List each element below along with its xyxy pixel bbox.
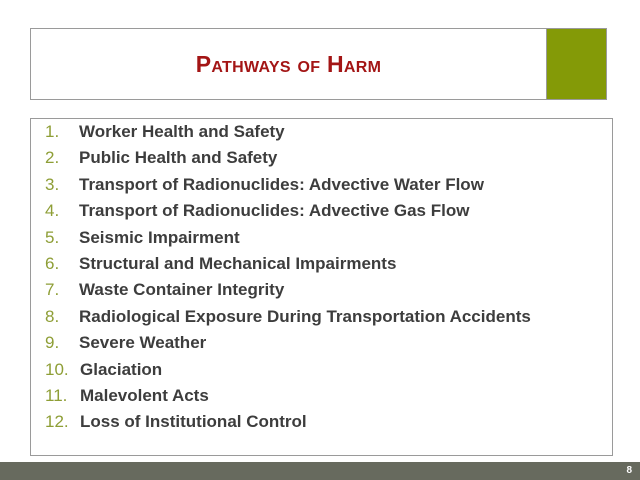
- list-item-number: 10.: [45, 359, 69, 379]
- list-item: [45, 119, 531, 145]
- list-item: [45, 225, 531, 251]
- list-item-text: Severe Weather: [79, 333, 207, 353]
- list-item-number: 11.: [45, 385, 68, 405]
- list-item: [45, 409, 531, 435]
- list-item-text: Malevolent Acts: [80, 385, 209, 405]
- list-item: [45, 172, 531, 198]
- list-item-text: Transport of Radionuclides: Advective Gas Flow: [79, 201, 470, 221]
- list-item-text: Structural and Mechanical Impairments: [79, 253, 397, 273]
- list-item-number: 1.: [45, 122, 60, 141]
- list-item-number: 12.: [45, 412, 69, 432]
- list-item: [45, 251, 531, 277]
- list-item: [45, 383, 531, 409]
- list-item: [45, 304, 531, 330]
- list-item-number: 3.: [45, 174, 60, 194]
- content-box: [30, 118, 613, 456]
- list-item-number: 8.: [45, 306, 60, 326]
- list-item-number: 4.: [45, 201, 60, 221]
- slide-number: 8: [626, 465, 632, 476]
- list-item-text: Public Health and Safety: [79, 148, 278, 168]
- list-item: [45, 357, 531, 383]
- pathway-list: [45, 119, 531, 436]
- list-item: [45, 277, 531, 303]
- list-item-number: 7.: [45, 280, 60, 300]
- list-item-text: Seismic Impairment: [79, 227, 240, 247]
- list-item-number: 5.: [45, 227, 60, 247]
- list-item-number: 2.: [45, 148, 60, 168]
- list-item-text: Transport of Radionuclides: Advective Water Flow: [79, 174, 484, 194]
- list-item: [45, 198, 531, 224]
- title-accent-block: [546, 29, 606, 99]
- list-item-text: Loss of Institutional Control: [80, 412, 307, 432]
- list-item: [45, 145, 531, 171]
- list-item-text: Radiological Exposure During Transportation Accidents: [79, 306, 531, 326]
- slide-title: Pathways of Harm: [195, 50, 382, 77]
- list-item-number: 9.: [45, 333, 60, 353]
- list-item-text: Worker Health and Safety: [79, 122, 285, 141]
- list-item-number: 6.: [45, 253, 60, 273]
- footer-bar: [0, 462, 640, 480]
- title-box: [30, 28, 607, 100]
- list-item: [45, 330, 531, 356]
- list-item-text: Waste Container Integrity: [79, 280, 285, 300]
- list-item-text: Glaciation: [80, 359, 163, 379]
